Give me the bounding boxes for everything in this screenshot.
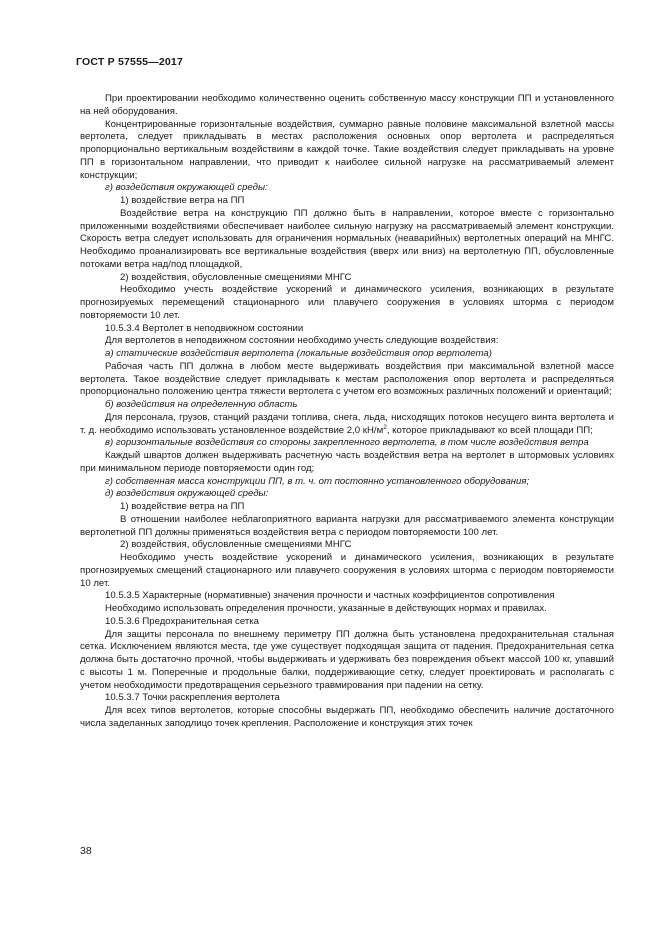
paragraph: Для вертолетов в неподвижном состоянии необходимо учесть следующие воздействия: bbox=[105, 335, 499, 347]
paragraph: Для всех типов вертолетов, которые способны выдержать ПП, необходимо обеспечить наличие достаточного числа заделанных заподлицо точек крепления. Расположение и конструкция этих точек bbox=[80, 705, 614, 729]
section-heading: 10.5.3.6 Предохранительная сетка bbox=[105, 615, 259, 627]
paragraph: Для защиты персонала по внешнему периметру ПП должна быть установлена предохранительная стальная сетка. Исключением являются места, где уже существует подходящая защита от падения. Предохранительная сетка должна быть достаточно прочной, чтобы выдерживать и удерживать без повреждения объект массой 100 кг, упавший с высоты 1 м. Поперечные и продольные балки, поддерживающие сетку, следует проектировать и располагать с учетом необходимости предотвращения серьезного травмирования при падении на сетку. bbox=[80, 628, 614, 691]
paragraph bbox=[80, 412, 614, 438]
list-item: б) воздействия на определенную область bbox=[105, 399, 298, 410]
superscript: 2 bbox=[383, 423, 387, 431]
text-run: Для персонала, грузов, станций раздачи топлива, снега, льда, нисходящих потоков несущего винта вертолета и т. д. необходимо использовать установленное воздействие 2,0 кН/м bbox=[80, 411, 614, 436]
section-heading: 10.5.3.7 Точки раскрепления вертолета bbox=[105, 692, 280, 704]
paragraph: Каждый швартов должен выдерживать расчетную часть воздействия ветра на вертолет в штормовых условиях при минимальном периоде повторяемости один год; bbox=[80, 450, 614, 474]
section-heading: 10.5.3.5 Характерные (нормативные) значения прочности и частных коэффициентов сопротивления bbox=[105, 590, 555, 602]
paragraph: Необходимо учесть воздействие ускорений и динамического усиления, возникающих в результате прогнозируемых перемещений стационарного или плавучего сооружения в условиях шторма с периодом повторяемости 10 лет. bbox=[80, 284, 614, 321]
list-item: 1) воздействие ветра на ПП bbox=[120, 195, 245, 206]
paragraph: В отношении наиболее неблагоприятного варианта нагрузки для рассматриваемого элемента конструкции вертолетной ПП должны применяться воздействия ветра с периодом повторяемости 100 лет. bbox=[80, 513, 614, 538]
paragraph: Рабочая часть ПП должна в любом месте выдерживать воздействия при максимальной взлетной массе вертолета. Такое воздействие следует прикладывать к местам расположения опор вертолета и распределяться пропорционально положению центра тяжести вертолета с учетом его возможных различных положений и ориентаций; bbox=[80, 360, 614, 398]
paragraph: Воздействие ветра на конструкцию ПП должно быть в направлении, которое вместе с горизонтально приложенными воздействиями обеспечивает наиболее сильную нагрузку на рассматриваемый элемент конструкции. Скорость ветра следует использовать для ограничения нормальных (неаварийных) вертолетных операций на МНГС. Необходимо проанализировать все вертикальные воздействия (вверх или вниз) на вертолетную ПП, обусловленные потоками ветра над/под площадкой, bbox=[80, 207, 614, 270]
list-item: д) воздействия окружающей среды: bbox=[105, 488, 269, 500]
list-item: г) воздействия окружающей среды: bbox=[105, 182, 268, 194]
section-heading: 10.5.3.4 Вертолет в неподвижном состоянии bbox=[105, 322, 304, 334]
list-item: а) статические воздействия вертолета (локальные воздействия опор вертолета) bbox=[105, 348, 492, 359]
paragraph: При проектировании необходимо количественно оценить собственную массу конструкции ПП и установленного на ней оборудования. bbox=[80, 93, 614, 117]
paragraph: Необходимо учесть воздействие ускорений и динамического усиления, возникающих в результате прогнозируемых смещений стационарного или плавучего сооружения в условиях шторма с периодом повторяемости 10 лет. bbox=[80, 552, 614, 589]
page-number: 38 bbox=[80, 845, 92, 857]
list-item: 1) воздействие ветра на ПП bbox=[120, 501, 245, 512]
list-item: 2) воздействия, обусловленные смещениями МНГС bbox=[120, 539, 352, 551]
document-header: ГОСТ Р 57555—2017 bbox=[76, 56, 184, 68]
paragraph: Концентрированные горизонтальные воздействия, суммарно равные половине максимальной взлетной массы вертолета, следует прикладывать в местах расположения основных опор вертолета и распределяться пропорционально вертикальным воздействиям в каждой точке. Такие воздействия следует прикладывать на уровне ПП в горизонтальном направлении, что приводит к наиболее сильной нагрузке на рассматриваемый элемент конструкции; bbox=[80, 118, 614, 181]
list-item: г) собственная масса конструкции ПП, в т. ч. от постоянно установленного оборудования; bbox=[105, 475, 530, 487]
list-item: в) горизонтальные воздействия со стороны закрепленного вертолета, в том числе воздействия ветра bbox=[105, 437, 589, 449]
document-body bbox=[80, 93, 614, 731]
paragraph: Необходимо использовать определения прочности, указанные в действующих нормах и правилах. bbox=[105, 603, 547, 614]
text-run: , которое прикладывают ко всей площади ПП; bbox=[386, 424, 593, 436]
list-item: 2) воздействия, обусловленные смещениями МНГС bbox=[120, 271, 352, 283]
